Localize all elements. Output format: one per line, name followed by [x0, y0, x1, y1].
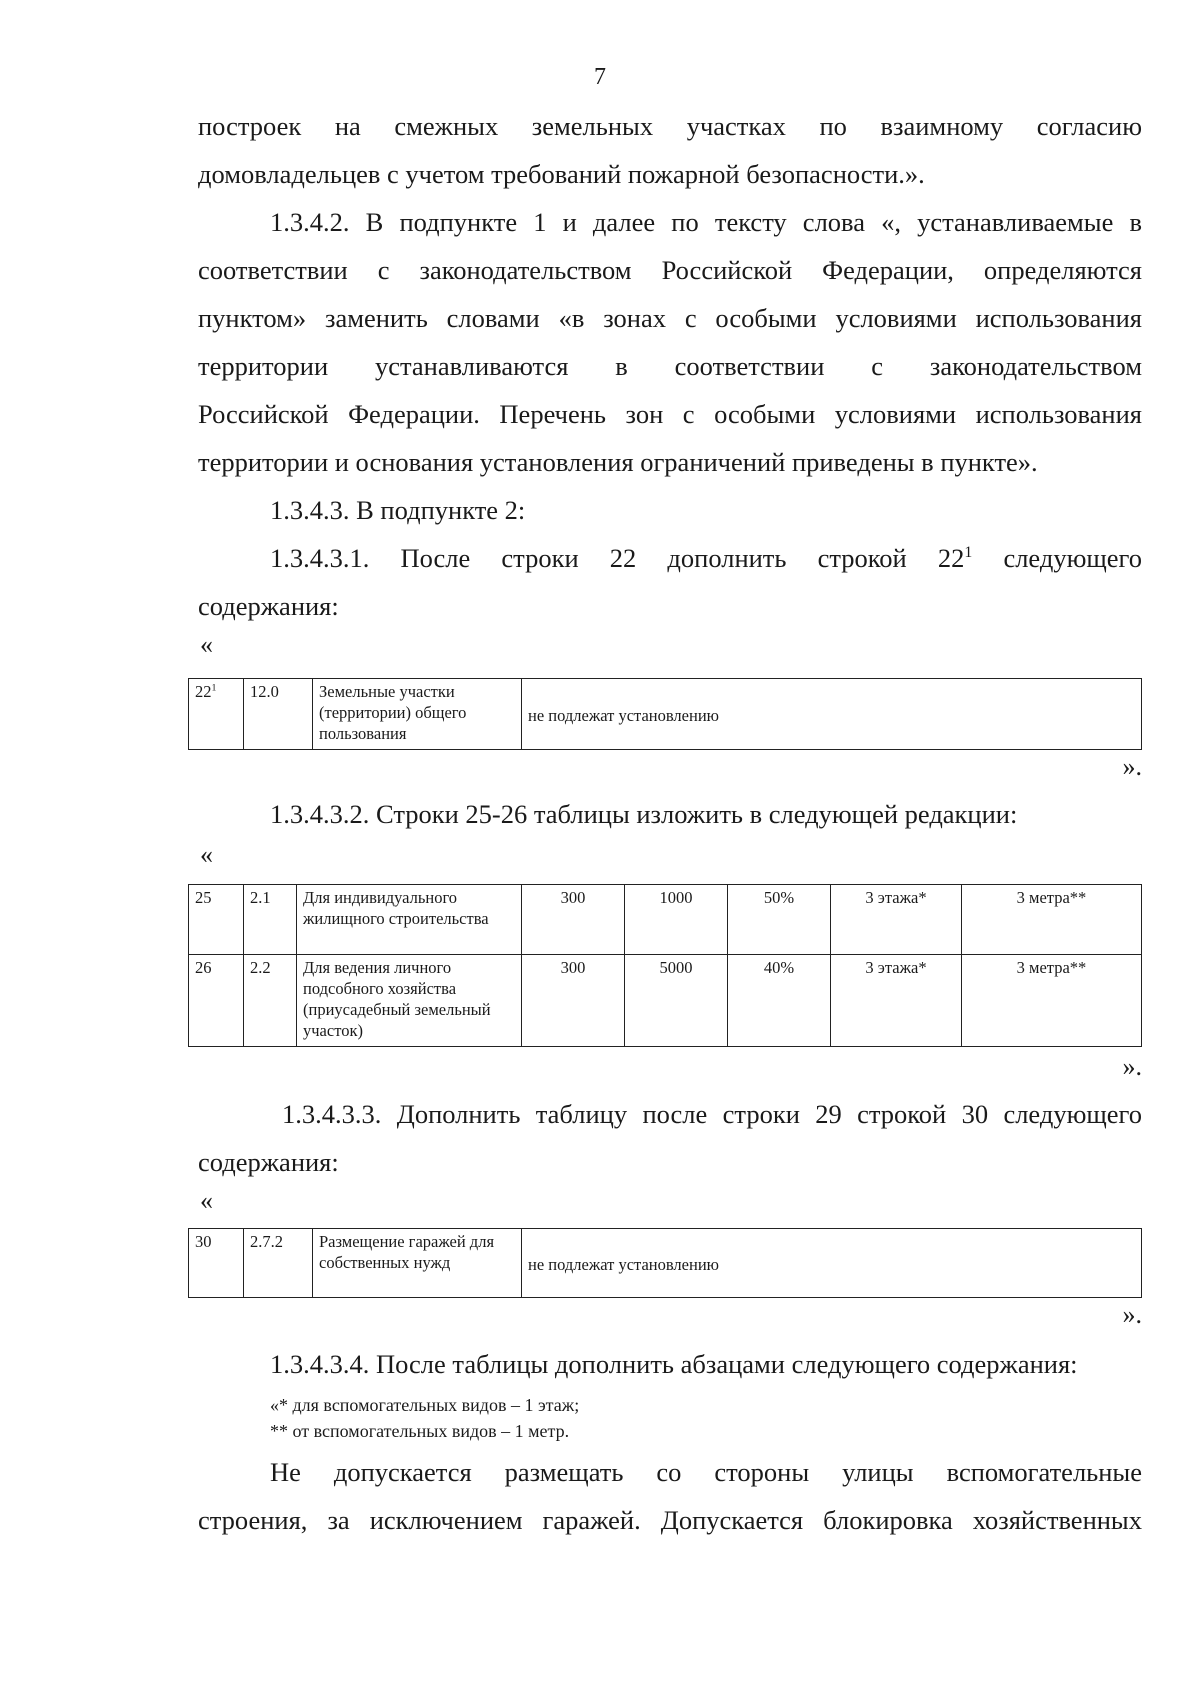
- table-cell-distance: 3 метра**: [962, 885, 1142, 955]
- table-rows-25-26: [188, 884, 1142, 1047]
- table-cell-number: 30: [189, 1229, 244, 1298]
- table-cell-code: 2.2: [244, 955, 297, 1047]
- paragraph-13433-line: 1.3.4.3.3. Дополнить таблицу после строки 29 строкой 30 следующего: [282, 1099, 1142, 1129]
- paragraph-13431-line: содержания:: [198, 591, 339, 621]
- page-number: 7: [594, 64, 606, 90]
- opening-quote: «: [200, 630, 213, 659]
- table-cell-code: 12.0: [244, 679, 313, 750]
- superscript: 1: [964, 544, 973, 562]
- table-row-30: [188, 1228, 1142, 1298]
- paragraph-last-line: строения, за исключением гаражей. Допускается блокировка хозяйственных: [198, 1505, 1142, 1535]
- table-cell-max-area: 5000: [625, 955, 728, 1047]
- table-cell-distance: 3 метра**: [962, 955, 1142, 1047]
- table-cell-floors: 3 этажа*: [831, 955, 962, 1047]
- paragraph-1342-line: соответствии с законодательством Российской Федерации, определяются: [198, 255, 1142, 285]
- table-cell-name: Размещение гаражей для собственных нужд: [313, 1229, 522, 1298]
- table-cell-code: 2.7.2: [244, 1229, 313, 1298]
- paragraph-13432: 1.3.4.3.2. Строки 25-26 таблицы изложить в следующей редакции:: [270, 799, 1018, 829]
- paragraph-13431-text-end: следующего: [972, 543, 1142, 573]
- paragraph-line: домовладельцев с учетом требований пожарной безопасности.».: [198, 159, 925, 189]
- table-cell-min-area: 300: [522, 885, 625, 955]
- opening-quote: «: [200, 1186, 213, 1215]
- closing-quote: ».: [1122, 1300, 1142, 1329]
- paragraph-1342-line: пунктом» заменить словами «в зонах с особыми условиями использования: [198, 303, 1142, 333]
- table-cell-percent: 40%: [728, 955, 831, 1047]
- opening-quote: «: [200, 840, 213, 869]
- table-row: [189, 885, 1142, 955]
- table-cell-value: не подлежат установлению: [522, 1229, 1142, 1298]
- table-cell-name: Для ведения личного подсобного хозяйства (приусадебный земельный участок): [297, 955, 522, 1047]
- paragraph-1342-line: Российской Федерации. Перечень зон с особыми условиями использования: [198, 399, 1142, 429]
- paragraph-13434: 1.3.4.3.4. После таблицы дополнить абзацами следующего содержания:: [270, 1349, 1078, 1379]
- table-row: [189, 679, 1142, 750]
- table-cell-name: Земельные участки (территории) общего пользования: [313, 679, 522, 750]
- table-row-22-1: [188, 678, 1142, 750]
- paragraph-13433-line: содержания:: [198, 1147, 339, 1177]
- paragraph-1342-line: территории и основания установления ограничений приведены в пункте».: [198, 447, 1038, 477]
- table-row: [189, 955, 1142, 1047]
- table-cell-number: $22^1$: [189, 679, 244, 750]
- closing-quote: ».: [1122, 1052, 1142, 1081]
- paragraph-1342-line: 1.3.4.2. В подпункте 1 и далее по тексту слова «, устанавливаемые в: [270, 207, 1142, 237]
- table-cell-value: не подлежат установлению: [522, 679, 1142, 750]
- paragraph-last-line: Не допускается размещать со стороны улицы вспомогательные: [270, 1457, 1142, 1487]
- paragraph-13431-text: 1.3.4.3.1. После строки 22 дополнить строкой 22: [270, 543, 965, 573]
- closing-quote: ».: [1122, 752, 1142, 781]
- table-cell-number: 26: [189, 955, 244, 1047]
- footnote-line: «* для вспомогательных видов – 1 этаж;: [270, 1395, 580, 1415]
- table-cell-floors: 3 этажа*: [831, 885, 962, 955]
- table-cell-code: 2.1: [244, 885, 297, 955]
- table-cell-number: 25: [189, 885, 244, 955]
- paragraph-13431-line: [198, 534, 1142, 582]
- paragraph-1343: 1.3.4.3. В подпункте 2:: [270, 495, 526, 525]
- table-cell-min-area: 300: [522, 955, 625, 1047]
- table-row: [189, 1229, 1142, 1298]
- footnote-line: ** от вспомогательных видов – 1 метр.: [270, 1421, 570, 1441]
- table-cell-percent: 50%: [728, 885, 831, 955]
- table-cell-max-area: 1000: [625, 885, 728, 955]
- paragraph-1342-line: территории устанавливаются в соответствии с законодательством: [198, 351, 1142, 381]
- table-cell-name: Для индивидуального жилищного строительства: [297, 885, 522, 955]
- paragraph-line: построек на смежных земельных участках по взаимному согласию: [198, 111, 1142, 141]
